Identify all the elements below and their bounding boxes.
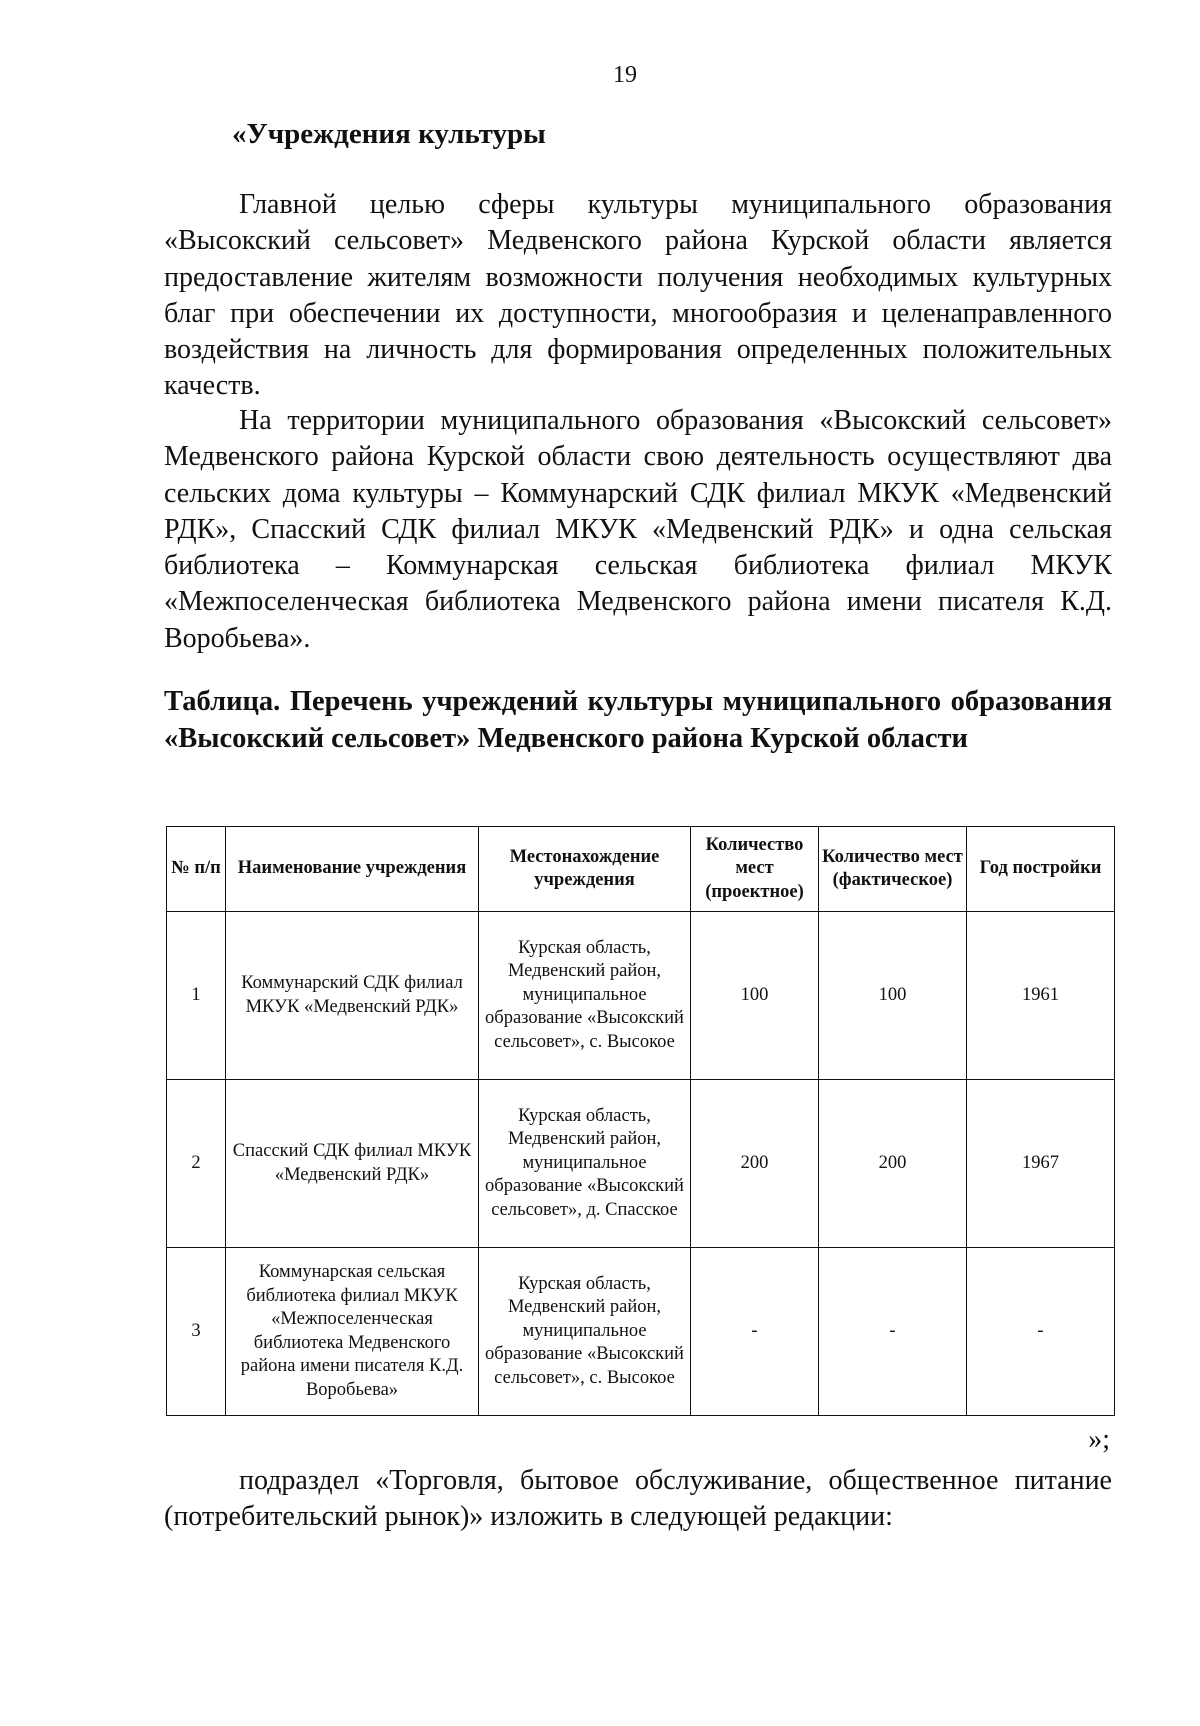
table-caption: Таблица. Перечень учреждений культуры муниципального образования «Высокский сельсовет» Медвенского района Курской области xyxy=(164,686,1112,754)
header-location: Местонахождение учреждения xyxy=(479,827,691,912)
header-num: № п/п xyxy=(167,827,226,912)
page-number: 19 xyxy=(613,62,637,88)
cell-location: Курская область, Медвенский район, муниципальное образование «Высокский сельсовет», д. Спасское xyxy=(479,1080,691,1248)
header-seats-actual: Количество мест (фактическое) xyxy=(819,827,967,912)
cell-seats-actual: 100 xyxy=(819,912,967,1080)
cell-year: 1961 xyxy=(967,912,1115,1080)
cell-num: 3 xyxy=(167,1248,226,1416)
table-header-row xyxy=(167,827,1115,912)
header-year: Год постройки xyxy=(967,827,1115,912)
section-heading: «Учреждения культуры xyxy=(232,118,546,150)
cell-seats-actual: 200 xyxy=(819,1080,967,1248)
intro-paragraph: Главной целью сферы культуры муниципального образования «Высокский сельсовет» Медвенского района Курской области является предоставление жителям возможности получения необходимых культурных благ при обеспечении их доступности, многообразия и целенаправленного воздействия на личность для формирования определенных положительных качеств. xyxy=(164,189,1112,402)
cell-seats-design: 200 xyxy=(691,1080,819,1248)
cell-seats-design: 100 xyxy=(691,912,819,1080)
cell-name: Коммунарская сельская библиотека филиал МКУК «Межпоселенческая библиотека Медвенского района имени писателя К.Д. Воробьева» xyxy=(226,1248,479,1416)
cell-year: 1967 xyxy=(967,1080,1115,1248)
cell-location: Курская область, Медвенский район, муниципальное образование «Высокский сельсовет», с. Высокое xyxy=(479,912,691,1080)
cell-name: Коммунарский СДК филиал МКУК «Медвенский РДК» xyxy=(226,912,479,1080)
next-subsection-paragraph: подраздел «Торговля, бытовое обслуживание, общественное питание (потребительский рынок)» изложить в следующей редакции: xyxy=(164,1465,1112,1533)
header-seats-design: Количество мест (проектное) xyxy=(691,827,819,912)
table-row xyxy=(167,912,1115,1080)
cell-location: Курская область, Медвенский район, муниципальное образование «Высокский сельсовет», с. Высокое xyxy=(479,1248,691,1416)
cell-num: 1 xyxy=(167,912,226,1080)
closing-quote: »; xyxy=(1088,1424,1110,1455)
header-name: Наименование учреждения xyxy=(226,827,479,912)
table-row xyxy=(167,1080,1115,1248)
cell-year: - xyxy=(967,1248,1115,1416)
cell-seats-design: - xyxy=(691,1248,819,1416)
institutions-paragraph: На территории муниципального образования «Высокский сельсовет» Медвенского района Курской области свою деятельность осуществляют два сельских дома культуры – Коммунарский СДК филиал МКУК «Медвенский РДК», Спасский СДК филиал МКУК «Медвенский РДК» и одна сельская библиотека – Коммунарская сельская библиотека филиал МКУК «Межпоселенческая библиотека Медвенского района имени писателя К.Д. Воробьева». xyxy=(164,405,1112,654)
institutions-table xyxy=(166,826,1115,1416)
cell-num: 2 xyxy=(167,1080,226,1248)
cell-seats-actual: - xyxy=(819,1248,967,1416)
cell-name: Спасский СДК филиал МКУК «Медвенский РДК» xyxy=(226,1080,479,1248)
table-row xyxy=(167,1248,1115,1416)
